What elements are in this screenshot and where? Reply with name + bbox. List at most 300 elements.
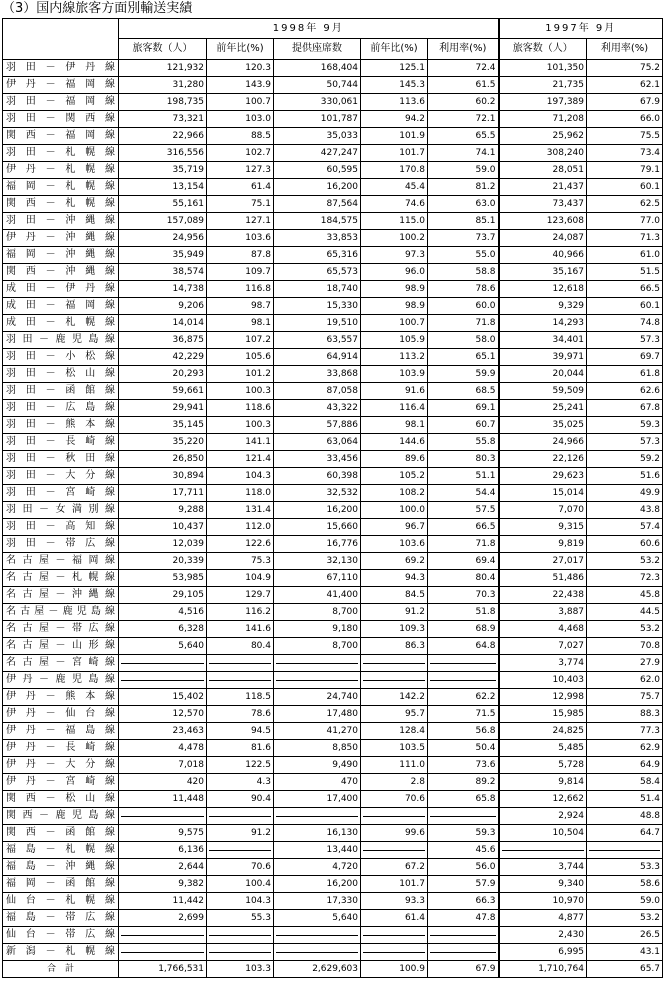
value-cell: 12,039 [119,536,207,553]
value-cell: 59,661 [119,383,207,400]
route-cell: 福岡－沖縄線 [3,247,119,264]
value-cell: 15,330 [274,298,361,315]
value-cell: 71.8 [428,536,499,553]
value-cell: 9,814 [499,774,587,791]
value-cell: 87.8 [207,247,274,264]
dash-line [589,850,660,851]
total-row [3,961,663,978]
table-row [3,859,663,876]
route-cell: 羽田－関西線 [3,111,119,128]
value-cell: 32,130 [274,553,361,570]
value-cell: 71.8 [428,315,499,332]
value-cell: 104.3 [207,893,274,910]
empty-dash [361,842,428,859]
value-cell: 308,240 [499,145,587,162]
empty-dash [274,944,361,961]
value-cell: 80.4 [428,570,499,587]
dash-line [363,952,425,953]
value-cell: 57.9 [428,876,499,893]
table-row [3,502,663,519]
table-row [3,383,663,400]
value-cell: 12,570 [119,706,207,723]
table-row [3,553,663,570]
value-cell: 22,966 [119,128,207,145]
table-row [3,349,663,366]
value-cell: 75.2 [587,60,663,77]
table-row [3,366,663,383]
table-row [3,927,663,944]
value-cell: 2,644 [119,859,207,876]
value-cell: 53.2 [587,910,663,927]
route-cell: 羽田－沖縄線 [3,213,119,230]
value-cell: 316,556 [119,145,207,162]
table-row [3,451,663,468]
value-cell: 56.8 [428,723,499,740]
value-cell: 21,735 [499,77,587,94]
value-cell: 11,448 [119,791,207,808]
value-cell: 62.1 [587,77,663,94]
value-cell: 57.5 [428,502,499,519]
table-row [3,944,663,961]
value-cell: 70.3 [428,587,499,604]
route-cell: 羽田－長崎線 [3,434,119,451]
value-cell: 72.1 [428,111,499,128]
value-cell: 100.3 [207,417,274,434]
dash-line [276,935,358,936]
table-row [3,77,663,94]
route-cell: 羽田－札幌線 [3,145,119,162]
value-cell: 16,130 [274,825,361,842]
value-cell: 141.6 [207,621,274,638]
value-cell: 15,985 [499,706,587,723]
dash-line [121,816,204,817]
empty-dash [207,944,274,961]
value-cell: 58.4 [587,774,663,791]
table-row [3,910,663,927]
value-cell: 118.5 [207,689,274,706]
value-cell: 78.6 [428,281,499,298]
value-cell: 70.6 [207,859,274,876]
value-cell: 58.6 [587,876,663,893]
value-cell: 30,894 [119,468,207,485]
route-cell: 名古屋－札幌線 [3,570,119,587]
table-row [3,94,663,111]
value-cell: 70.8 [587,638,663,655]
value-cell: 74.6 [361,196,428,213]
value-cell: 60.6 [587,536,663,553]
table-row [3,842,663,859]
value-cell: 91.6 [361,383,428,400]
value-cell: 55.8 [428,434,499,451]
value-cell: 71.5 [428,706,499,723]
value-cell: 1,710,764 [499,961,587,978]
value-cell: 24,087 [499,230,587,247]
value-cell: 4,877 [499,910,587,927]
value-cell: 99.6 [361,825,428,842]
table-row [3,876,663,893]
value-cell: 84.5 [361,587,428,604]
value-cell: 98.9 [361,281,428,298]
value-cell: 9,382 [119,876,207,893]
empty-dash [428,927,499,944]
route-cell: 羽田－伊丹線 [3,60,119,77]
total-label: 合 計 [3,961,119,978]
dash-line [276,952,358,953]
value-cell: 6,995 [499,944,587,961]
table-row [3,485,663,502]
value-cell: 35,025 [499,417,587,434]
value-cell: 73,437 [499,196,587,213]
value-cell: 67,110 [274,570,361,587]
value-cell: 16,200 [274,502,361,519]
value-cell: 2.8 [361,774,428,791]
value-cell: 29,623 [499,468,587,485]
value-cell: 88.5 [207,128,274,145]
value-cell: 141.1 [207,434,274,451]
empty-dash [428,672,499,689]
value-cell: 8,850 [274,740,361,757]
transport-table [2,18,663,978]
value-cell: 24,825 [499,723,587,740]
value-cell: 121,932 [119,60,207,77]
route-cell: 福岡－札幌線 [3,179,119,196]
empty-dash [207,655,274,672]
value-cell: 65,316 [274,247,361,264]
value-cell: 15,402 [119,689,207,706]
table-row [3,638,663,655]
value-cell: 107.2 [207,332,274,349]
dash-line [209,850,271,851]
value-cell: 51.4 [587,791,663,808]
table-row [3,519,663,536]
table-row [3,723,663,740]
value-cell: 2,629,603 [274,961,361,978]
value-cell: 15,014 [499,485,587,502]
dash-line [502,850,585,851]
value-cell: 91.2 [207,825,274,842]
empty-dash [274,927,361,944]
value-cell: 12,998 [499,689,587,706]
value-cell: 127.1 [207,213,274,230]
value-cell: 108.2 [361,485,428,502]
dash-line [121,663,204,664]
value-cell: 4,516 [119,604,207,621]
value-cell: 31,280 [119,77,207,94]
value-cell: 85.1 [428,213,499,230]
value-cell: 118.6 [207,400,274,417]
table-row [3,264,663,281]
value-cell: 89.6 [361,451,428,468]
route-cell: 伊丹－鹿児島線 [3,672,119,689]
value-cell: 63,064 [274,434,361,451]
table-row [3,434,663,451]
table-row [3,179,663,196]
value-cell: 121.4 [207,451,274,468]
route-cell: 伊丹－熊本線 [3,689,119,706]
table-row [3,604,663,621]
table-row [3,230,663,247]
value-cell: 50.4 [428,740,499,757]
value-cell: 75.3 [207,553,274,570]
table-row [3,740,663,757]
value-cell: 44.5 [587,604,663,621]
value-cell: 105.6 [207,349,274,366]
value-cell: 36,875 [119,332,207,349]
value-cell: 100.2 [361,230,428,247]
route-cell: 羽田－高知線 [3,519,119,536]
route-cell: 関西－札幌線 [3,196,119,213]
value-cell: 35,167 [499,264,587,281]
value-cell: 35,220 [119,434,207,451]
value-cell: 66.5 [428,519,499,536]
value-cell: 50,744 [274,77,361,94]
empty-dash [274,655,361,672]
value-cell: 127.3 [207,162,274,179]
value-cell: 5,640 [274,910,361,927]
value-cell: 32,532 [274,485,361,502]
table-row [3,774,663,791]
value-cell: 123,608 [499,213,587,230]
value-cell: 62.5 [587,196,663,213]
value-cell: 10,504 [499,825,587,842]
value-cell: 12,618 [499,281,587,298]
value-cell: 53,985 [119,570,207,587]
value-cell: 64,914 [274,349,361,366]
value-cell: 64.8 [428,638,499,655]
value-cell: 71.3 [587,230,663,247]
value-cell: 88.3 [587,706,663,723]
value-cell: 33,853 [274,230,361,247]
value-cell: 103.9 [361,366,428,383]
dash-line [430,935,496,936]
value-cell: 5,728 [499,757,587,774]
value-cell: 122.5 [207,757,274,774]
empty-dash [587,842,663,859]
value-cell: 197,389 [499,94,587,111]
value-cell: 29,105 [119,587,207,604]
value-cell: 47.8 [428,910,499,927]
dash-line [209,663,271,664]
value-cell: 12,662 [499,791,587,808]
value-cell: 90.4 [207,791,274,808]
route-cell: 羽田－函館線 [3,383,119,400]
value-cell: 103.3 [207,961,274,978]
value-cell: 427,247 [274,145,361,162]
route-cell: 関西－沖縄線 [3,264,119,281]
route-cell: 名古屋－山形線 [3,638,119,655]
value-cell: 75.1 [207,196,274,213]
value-cell: 26.5 [587,927,663,944]
col-header: 旅客数（人） [119,39,207,60]
value-cell: 103.0 [207,111,274,128]
value-cell: 60,595 [274,162,361,179]
table-row [3,893,663,910]
route-cell: 福岡－函館線 [3,876,119,893]
route-cell: 伊丹－札幌線 [3,162,119,179]
value-cell: 25,241 [499,400,587,417]
value-cell: 41,400 [274,587,361,604]
value-cell: 20,044 [499,366,587,383]
value-cell: 57.4 [587,519,663,536]
route-cell: 名古屋－帯広線 [3,621,119,638]
value-cell: 41,270 [274,723,361,740]
value-cell: 109.3 [361,621,428,638]
value-cell: 67.2 [361,859,428,876]
value-cell: 470 [274,774,361,791]
value-cell: 100.7 [207,94,274,111]
value-cell: 62.6 [587,383,663,400]
empty-dash [207,672,274,689]
value-cell: 116.8 [207,281,274,298]
value-cell: 86.3 [361,638,428,655]
value-cell: 96.7 [361,519,428,536]
route-cell: 伊丹－福島線 [3,723,119,740]
value-cell: 51.6 [587,468,663,485]
route-cell: 福島－帯広線 [3,910,119,927]
table-row [3,247,663,264]
route-cell: 関西－松山線 [3,791,119,808]
empty-dash [361,927,428,944]
value-cell: 48.8 [587,808,663,825]
empty-dash [428,655,499,672]
value-cell: 34,401 [499,332,587,349]
value-cell: 105.2 [361,468,428,485]
value-cell: 70.6 [361,791,428,808]
value-cell: 103.5 [361,740,428,757]
value-cell: 168,404 [274,60,361,77]
route-cell: 羽田－女満別線 [3,502,119,519]
empty-dash [207,808,274,825]
value-cell: 51.1 [428,468,499,485]
value-cell: 66.3 [428,893,499,910]
value-cell: 100.0 [361,502,428,519]
period-1997-header: 1997年 9月 [499,19,663,39]
value-cell: 51,486 [499,570,587,587]
empty-dash [119,808,207,825]
value-cell: 9,340 [499,876,587,893]
value-cell: 4,478 [119,740,207,757]
value-cell: 3,744 [499,859,587,876]
value-cell: 93.3 [361,893,428,910]
value-cell: 9,206 [119,298,207,315]
value-cell: 1,766,531 [119,961,207,978]
empty-dash [207,927,274,944]
value-cell: 100.4 [207,876,274,893]
dash-line [276,680,358,681]
value-cell: 98.1 [207,315,274,332]
value-cell: 145.3 [361,77,428,94]
table-row [3,298,663,315]
empty-dash [119,672,207,689]
route-cell: 関西－函館線 [3,825,119,842]
value-cell: 24,740 [274,689,361,706]
value-cell: 65.5 [428,128,499,145]
value-cell: 80.4 [207,638,274,655]
route-cell: 羽田－松山線 [3,366,119,383]
value-cell: 20,339 [119,553,207,570]
value-cell: 74.8 [587,315,663,332]
value-cell: 87,564 [274,196,361,213]
table-row [3,213,663,230]
value-cell: 68.9 [428,621,499,638]
dash-line [121,935,204,936]
value-cell: 112.0 [207,519,274,536]
table-row [3,655,663,672]
value-cell: 2,699 [119,910,207,927]
value-cell: 9,329 [499,298,587,315]
value-cell: 56.0 [428,859,499,876]
route-cell: 伊丹－仙台線 [3,706,119,723]
table-row [3,757,663,774]
route-cell: 伊丹－宮崎線 [3,774,119,791]
value-cell: 43,322 [274,400,361,417]
route-cell: 羽田－宮崎線 [3,485,119,502]
value-cell: 101.7 [361,145,428,162]
value-cell: 13,154 [119,179,207,196]
value-cell: 45.4 [361,179,428,196]
value-cell: 60.2 [428,94,499,111]
value-cell: 97.3 [361,247,428,264]
value-cell: 11,442 [119,893,207,910]
value-cell: 60.0 [428,298,499,315]
value-cell: 61.4 [361,910,428,927]
value-cell: 100.7 [361,315,428,332]
table-row [3,808,663,825]
value-cell: 100.3 [207,383,274,400]
value-cell: 101,787 [274,111,361,128]
route-cell: 関西－福岡線 [3,128,119,145]
table-row [3,536,663,553]
route-cell: 成田－札幌線 [3,315,119,332]
col-header: 旅客数（人） [499,39,587,60]
dash-line [363,663,425,664]
value-cell: 53.3 [587,859,663,876]
value-cell: 4,468 [499,621,587,638]
value-cell: 55.0 [428,247,499,264]
value-cell: 61.0 [587,247,663,264]
col-header: 利用率(%) [587,39,663,60]
value-cell: 6,136 [119,842,207,859]
value-cell: 9,288 [119,502,207,519]
table-row [3,706,663,723]
value-cell: 8,700 [274,604,361,621]
value-cell: 51.5 [587,264,663,281]
route-cell: 羽田－大分線 [3,468,119,485]
value-cell: 29,941 [119,400,207,417]
route-cell: 名古屋－鹿児島線 [3,604,119,621]
value-cell: 17,480 [274,706,361,723]
value-cell: 69.7 [587,349,663,366]
value-cell: 6,328 [119,621,207,638]
value-cell: 69.4 [428,553,499,570]
dash-line [209,935,271,936]
route-cell: 伊丹－福岡線 [3,77,119,94]
value-cell: 73.6 [428,757,499,774]
value-cell: 55.3 [207,910,274,927]
value-cell: 10,403 [499,672,587,689]
route-cell: 福島－札幌線 [3,842,119,859]
value-cell: 5,640 [119,638,207,655]
value-cell: 142.2 [361,689,428,706]
value-cell: 103.6 [207,230,274,247]
value-cell: 101,350 [499,60,587,77]
value-cell: 59.0 [428,162,499,179]
dash-line [430,816,496,817]
dash-line [430,680,496,681]
value-cell: 53.2 [587,553,663,570]
table-row [3,332,663,349]
value-cell: 2,924 [499,808,587,825]
